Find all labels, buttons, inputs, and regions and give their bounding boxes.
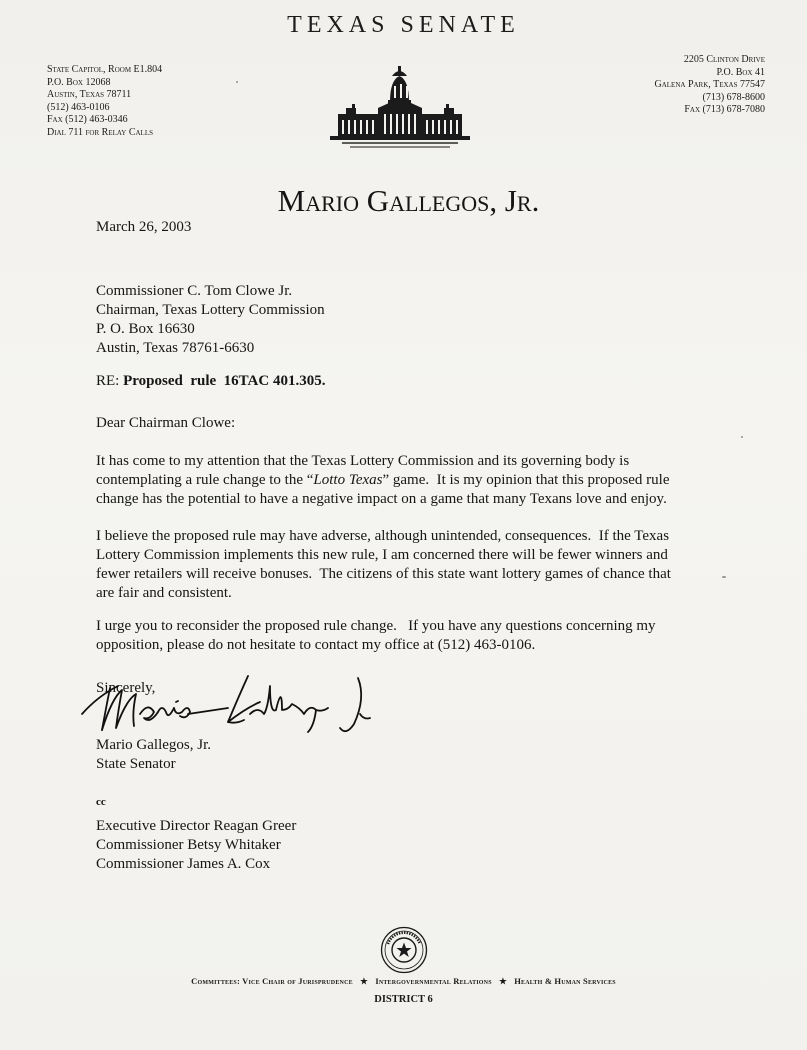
- paper-speck: [722, 576, 726, 578]
- recipient-address: [96, 282, 325, 358]
- committee-list: [0, 976, 807, 987]
- committee-item: Intergovernmental Relations: [375, 976, 492, 986]
- paragraph-2: [96, 527, 721, 603]
- subject-label: RE:: [96, 373, 120, 389]
- paragraph-3: [96, 617, 721, 655]
- paragraph-line: opposition, please do not hesitate to contact my office at (512) 463-0106.: [96, 637, 536, 653]
- senator-name-heading: Mario Gallegos, Jr.: [277, 183, 540, 218]
- recipient-line: Chairman, Texas Lottery Commission: [96, 302, 325, 318]
- address-line: Fax (512) 463-0346: [47, 114, 128, 126]
- paragraph-line: [96, 471, 721, 490]
- text-run: ” game. It is my opinion that this proposed rule: [382, 472, 670, 488]
- handwritten-signature: [78, 668, 378, 743]
- letterhead-title: TEXAS SENATE: [287, 12, 520, 38]
- paragraph-line: change has the potential to have a negative impact on a game that many Texans love and enjoy.: [96, 491, 667, 507]
- signer-name: Mario Gallegos, Jr.: [96, 737, 211, 753]
- address-line: Dial 711 for Relay Calls: [47, 126, 153, 138]
- address-line: State Capitol, Room E1.804: [47, 64, 163, 75]
- subject-text: Proposed rule 16TAC 401.305.: [123, 373, 326, 389]
- cc-recipient: Commissioner James A. Cox: [96, 856, 271, 872]
- paragraph-line: I believe the proposed rule may have adverse, although unintended, consequences. If the Texas: [96, 528, 670, 544]
- paragraph-line: fewer retailers will receive bonuses. The citizens of this state want lottery games of chance that: [96, 566, 671, 582]
- address-line: (713) 678-8600: [702, 91, 765, 103]
- text-run: contemplating a rule change to the “: [96, 472, 314, 488]
- star-separator-icon: ★: [360, 976, 368, 986]
- texas-senate-seal-icon: [380, 926, 428, 974]
- address-line: Galena Park, Texas 77547: [654, 79, 765, 91]
- game-name: Lotto Texas: [313, 472, 383, 488]
- address-line: 2205 Clinton Drive: [683, 54, 765, 65]
- subject-line: [96, 372, 325, 391]
- capitol-building-icon: [322, 62, 478, 154]
- recipient-line: P. O. Box 16630: [96, 321, 195, 337]
- committee-item: Committees: Vice Chair of Jurisprudence: [191, 976, 353, 986]
- paragraph-line: Lottery Commission implements this new rule, I am concerned there will be fewer winners and: [96, 547, 668, 563]
- address-line: Fax (713) 678-7080: [684, 104, 765, 116]
- address-line: Austin, Texas 78711: [47, 89, 132, 101]
- paragraph-line: I urge you to reconsider the proposed rule change. If you have any questions concerning my: [96, 618, 656, 634]
- capitol-office-address: [47, 64, 162, 140]
- cc-label: cc: [96, 796, 106, 808]
- star-separator-icon: ★: [499, 976, 507, 986]
- closing: Sincerely,: [96, 680, 156, 696]
- district-label: DISTRICT 6: [374, 994, 433, 1005]
- salutation: Dear Chairman Clowe:: [96, 415, 236, 431]
- signer-title: State Senator: [96, 756, 176, 772]
- paragraph-1: [96, 452, 721, 509]
- committee-item: Health & Human Services: [514, 976, 616, 986]
- address-line: P.O. Box 12068: [47, 76, 111, 88]
- cc-list: [96, 817, 296, 874]
- address-line: (512) 463-0106: [47, 101, 110, 113]
- paper-speck: [741, 436, 743, 438]
- district-office-address: [655, 54, 766, 117]
- letter-date: March 26, 2003: [96, 219, 192, 235]
- address-line: P.O. Box 41: [716, 66, 765, 78]
- recipient-line: Commissioner C. Tom Clowe Jr.: [96, 283, 293, 299]
- paper-speck: [236, 81, 238, 83]
- recipient-line: Austin, Texas 78761-6630: [96, 340, 255, 356]
- paragraph-line: are fair and consistent.: [96, 585, 232, 601]
- cc-recipient: Executive Director Reagan Greer: [96, 818, 297, 834]
- paragraph-line: It has come to my attention that the Texas Lottery Commission and its governing body is: [96, 453, 630, 469]
- cc-recipient: Commissioner Betsy Whitaker: [96, 837, 281, 853]
